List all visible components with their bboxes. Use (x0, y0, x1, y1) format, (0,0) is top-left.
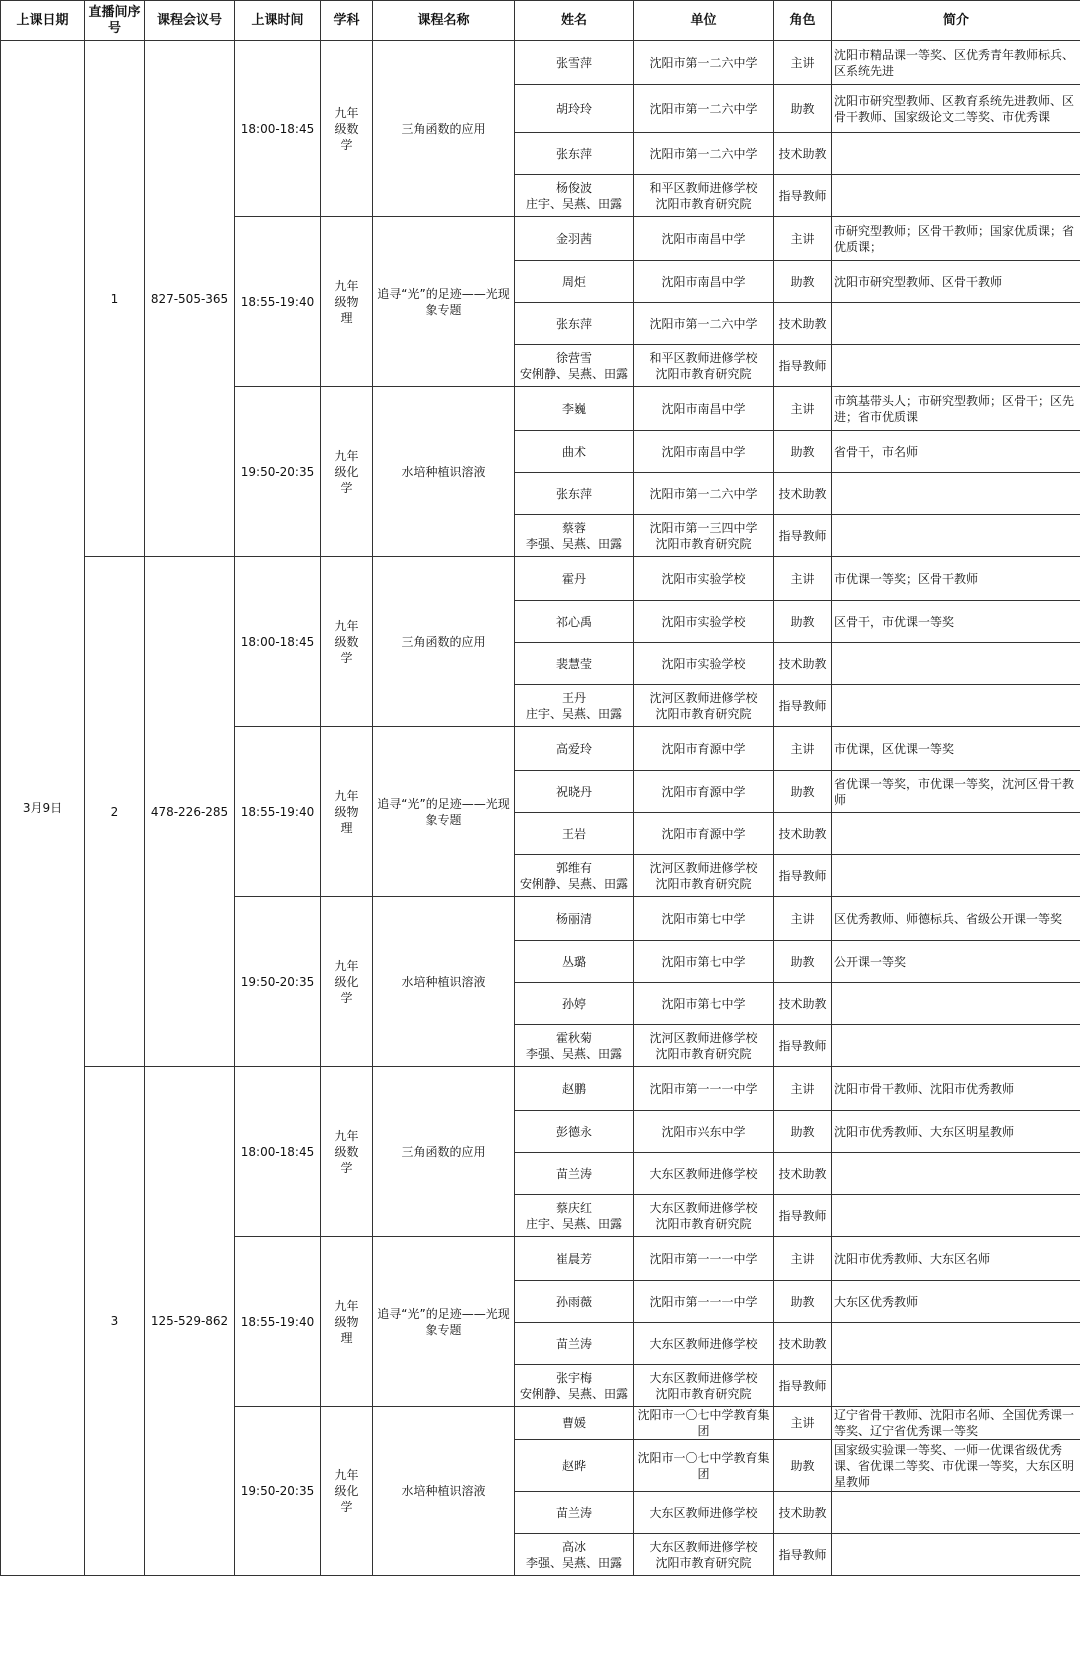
staff-name-cell: 霍丹 (515, 557, 634, 601)
header-room-no: 直播间序号 (85, 1, 145, 41)
unit-cell-line2: 沈阳市教育研究院 (655, 706, 752, 721)
intro-cell (832, 1153, 1080, 1195)
time-cell: 18:00-18:45 (235, 41, 321, 217)
staff-name-cell: 张东萍 (515, 473, 634, 515)
meeting-id-cell: 125-529-862 (145, 1067, 235, 1576)
intro-cell: 市研究型教师；区骨干教师；国家优质课；省优质课； (832, 217, 1080, 261)
staff-name-cell: 张雪萍 (515, 41, 634, 85)
unit-cell (634, 515, 774, 557)
unit-cell: 沈阳市实验学校 (634, 643, 774, 685)
date-cell: 3月9日 (1, 41, 85, 1576)
subject-cell: 九年级物理 (321, 217, 373, 387)
subject-cell: 九年级数学 (321, 1067, 373, 1237)
table-row (1, 41, 1080, 85)
course-name-cell: 水培种植识溶液 (373, 387, 515, 557)
role-cell: 技术助教 (774, 473, 832, 515)
role-cell: 指导教师 (774, 855, 832, 897)
unit-cell: 沈阳市第七中学 (634, 983, 774, 1025)
staff-name-cell: 苗兰涛 (515, 1323, 634, 1365)
unit-cell: 沈阳市第一一一中学 (634, 1237, 774, 1281)
staff-name-cell-line2: 庄宇、吴燕、田露 (525, 706, 622, 721)
time-cell: 18:55-19:40 (235, 1237, 321, 1407)
staff-name-cell: 胡玲玲 (515, 85, 634, 133)
unit-cell-line2: 沈阳市教育研究院 (655, 366, 752, 381)
role-cell: 主讲 (774, 217, 832, 261)
subject-cell: 九年级化学 (321, 897, 373, 1067)
unit-cell: 沈阳市南昌中学 (634, 431, 774, 473)
staff-name-cell: 崔晨芳 (515, 1237, 634, 1281)
unit-cell-line1: 沈河区教师进修学校 (649, 860, 758, 875)
staff-name-cell (515, 345, 634, 387)
staff-name-cell-line2: 安俐静、吴燕、田露 (519, 1386, 628, 1401)
staff-name-cell: 苗兰涛 (515, 1492, 634, 1534)
header-intro: 简介 (832, 1, 1080, 41)
table-row (1, 557, 1080, 601)
intro-cell (832, 643, 1080, 685)
header-name: 姓名 (515, 1, 634, 41)
unit-cell: 沈阳市实验学校 (634, 601, 774, 643)
staff-name-cell: 杨丽清 (515, 897, 634, 941)
subject-cell: 九年级化学 (321, 1407, 373, 1576)
unit-cell: 沈阳市一〇七中学教育集团 (634, 1440, 774, 1492)
intro-cell (832, 685, 1080, 727)
course-name-cell: 追寻“光”的足迹——光现象专题 (373, 1237, 515, 1407)
subject-cell: 九年级数学 (321, 41, 373, 217)
role-cell: 主讲 (774, 727, 832, 771)
role-cell: 指导教师 (774, 1025, 832, 1067)
staff-name-cell: 赵鹏 (515, 1067, 634, 1111)
intro-cell: 省优课一等奖，市优课一等奖，沈河区骨干教师 (832, 771, 1080, 813)
staff-name-cell-line2: 李强、吴燕、田露 (525, 1046, 622, 1061)
staff-name-cell: 祝晓丹 (515, 771, 634, 813)
unit-cell-line1: 大东区教师进修学校 (649, 1370, 758, 1385)
staff-name-cell (515, 175, 634, 217)
staff-name-cell: 丛璐 (515, 941, 634, 983)
staff-name-cell-line1: 蔡庆红 (555, 1200, 592, 1215)
unit-cell: 沈阳市南昌中学 (634, 217, 774, 261)
staff-name-cell-line1: 徐营雪 (555, 350, 592, 365)
role-cell: 主讲 (774, 1237, 832, 1281)
staff-name-cell (515, 685, 634, 727)
role-cell: 指导教师 (774, 515, 832, 557)
schedule-body (1, 41, 1080, 1576)
unit-cell (634, 1534, 774, 1576)
header-course-name: 课程名称 (373, 1, 515, 41)
staff-name-cell-line2: 庄宇、吴燕、田露 (525, 1216, 622, 1231)
unit-cell: 沈阳市第一二六中学 (634, 85, 774, 133)
header-row (1, 1, 1080, 41)
role-cell: 助教 (774, 85, 832, 133)
role-cell: 技术助教 (774, 813, 832, 855)
intro-cell (832, 1492, 1080, 1534)
staff-name-cell: 高爱玲 (515, 727, 634, 771)
staff-name-cell (515, 1534, 634, 1576)
table-row (1, 1067, 1080, 1111)
intro-cell: 大东区优秀教师 (832, 1281, 1080, 1323)
time-cell: 18:55-19:40 (235, 217, 321, 387)
unit-cell (634, 1195, 774, 1237)
intro-cell (832, 133, 1080, 175)
subject-cell: 九年级物理 (321, 1237, 373, 1407)
time-cell: 18:00-18:45 (235, 557, 321, 727)
unit-cell: 沈阳市第一二六中学 (634, 303, 774, 345)
intro-cell (832, 1323, 1080, 1365)
unit-cell-line2: 沈阳市教育研究院 (655, 1046, 752, 1061)
role-cell: 技术助教 (774, 133, 832, 175)
staff-name-cell-line2: 李强、吴燕、田露 (525, 536, 622, 551)
intro-cell (832, 813, 1080, 855)
intro-cell: 国家级实验课一等奖、一师一优课省级优秀课、省优课二等奖、市优课一等奖，大东区明星教师 (832, 1440, 1080, 1492)
intro-cell (832, 1195, 1080, 1237)
unit-cell: 沈阳市南昌中学 (634, 387, 774, 431)
unit-cell: 沈阳市第一二六中学 (634, 41, 774, 85)
unit-cell-line1: 沈河区教师进修学校 (649, 1030, 758, 1045)
role-cell: 技术助教 (774, 1153, 832, 1195)
unit-cell-line2: 沈阳市教育研究院 (655, 876, 752, 891)
header-role: 角色 (774, 1, 832, 41)
staff-name-cell: 苗兰涛 (515, 1153, 634, 1195)
role-cell: 主讲 (774, 387, 832, 431)
staff-name-cell-line1: 杨俊波 (555, 180, 592, 195)
unit-cell (634, 175, 774, 217)
unit-cell: 大东区教师进修学校 (634, 1153, 774, 1195)
header-time: 上课时间 (235, 1, 321, 41)
staff-name-cell (515, 855, 634, 897)
role-cell: 指导教师 (774, 175, 832, 217)
staff-name-cell: 曹媛 (515, 1407, 634, 1440)
staff-name-cell: 彭德永 (515, 1111, 634, 1153)
role-cell: 技术助教 (774, 983, 832, 1025)
unit-cell: 沈阳市第一一一中学 (634, 1067, 774, 1111)
unit-cell-line1: 和平区教师进修学校 (649, 180, 758, 195)
role-cell: 指导教师 (774, 1365, 832, 1407)
intro-cell: 沈阳市优秀教师、大东区名师 (832, 1237, 1080, 1281)
header-date: 上课日期 (1, 1, 85, 41)
unit-cell: 沈阳市育源中学 (634, 727, 774, 771)
unit-cell-line1: 沈阳市第一三四中学 (649, 520, 758, 535)
subject-cell: 九年级物理 (321, 727, 373, 897)
unit-cell: 沈阳市南昌中学 (634, 261, 774, 303)
time-cell: 18:55-19:40 (235, 727, 321, 897)
role-cell: 技术助教 (774, 1323, 832, 1365)
intro-cell (832, 1025, 1080, 1067)
time-cell: 19:50-20:35 (235, 387, 321, 557)
staff-name-cell-line2: 安俐静、吴燕、田露 (519, 366, 628, 381)
role-cell: 指导教师 (774, 685, 832, 727)
staff-name-cell: 孙婷 (515, 983, 634, 1025)
staff-name-cell (515, 1025, 634, 1067)
unit-cell: 沈阳市育源中学 (634, 771, 774, 813)
unit-cell: 沈阳市第七中学 (634, 897, 774, 941)
course-name-cell: 三角函数的应用 (373, 41, 515, 217)
course-name-cell: 追寻“光”的足迹——光现象专题 (373, 727, 515, 897)
role-cell: 技术助教 (774, 303, 832, 345)
staff-name-cell-line1: 霍秋菊 (555, 1030, 592, 1045)
staff-name-cell: 祁心禹 (515, 601, 634, 643)
staff-name-cell-line2: 安俐静、吴燕、田露 (519, 876, 628, 891)
staff-name-cell: 金羽茜 (515, 217, 634, 261)
intro-cell: 沈阳市优秀教师、大东区明星教师 (832, 1111, 1080, 1153)
role-cell: 助教 (774, 771, 832, 813)
course-name-cell: 追寻“光”的足迹——光现象专题 (373, 217, 515, 387)
role-cell: 指导教师 (774, 345, 832, 387)
unit-cell-line1: 和平区教师进修学校 (649, 350, 758, 365)
intro-cell (832, 855, 1080, 897)
staff-name-cell-line2: 李强、吴燕、田露 (525, 1555, 622, 1570)
role-cell: 指导教师 (774, 1195, 832, 1237)
header-unit: 单位 (634, 1, 774, 41)
intro-cell (832, 983, 1080, 1025)
unit-cell: 沈阳市实验学校 (634, 557, 774, 601)
role-cell: 助教 (774, 431, 832, 473)
unit-cell: 大东区教师进修学校 (634, 1492, 774, 1534)
unit-cell-line1: 沈河区教师进修学校 (649, 690, 758, 705)
intro-cell: 省骨干，市名师 (832, 431, 1080, 473)
role-cell: 主讲 (774, 897, 832, 941)
intro-cell: 市优课一等奖；区骨干教师 (832, 557, 1080, 601)
course-name-cell: 三角函数的应用 (373, 557, 515, 727)
unit-cell: 沈阳市育源中学 (634, 813, 774, 855)
unit-cell-line2: 沈阳市教育研究院 (655, 1216, 752, 1231)
meeting-id-cell: 827-505-365 (145, 41, 235, 557)
staff-name-cell-line1: 高冰 (561, 1539, 586, 1554)
role-cell: 助教 (774, 1281, 832, 1323)
unit-cell-line2: 沈阳市教育研究院 (655, 196, 752, 211)
intro-cell (832, 175, 1080, 217)
staff-name-cell: 曲术 (515, 431, 634, 473)
unit-cell: 沈阳市第一二六中学 (634, 133, 774, 175)
role-cell: 助教 (774, 941, 832, 983)
intro-cell: 沈阳市研究型教师、区骨干教师 (832, 261, 1080, 303)
header-meeting-id: 课程会议号 (145, 1, 235, 41)
time-cell: 19:50-20:35 (235, 1407, 321, 1576)
room-no-cell: 1 (85, 41, 145, 557)
unit-cell: 大东区教师进修学校 (634, 1323, 774, 1365)
intro-cell: 沈阳市精品课一等奖、区优秀青年教师标兵、区系统先进 (832, 41, 1080, 85)
intro-cell: 区骨干，市优课一等奖 (832, 601, 1080, 643)
staff-name-cell: 周炬 (515, 261, 634, 303)
unit-cell: 沈阳市一〇七中学教育集团 (634, 1407, 774, 1440)
role-cell: 技术助教 (774, 643, 832, 685)
role-cell: 主讲 (774, 1067, 832, 1111)
intro-cell: 沈阳市研究型教师、区教育系统先进教师、区骨干教师、国家级论文二等奖、市优秀课 (832, 85, 1080, 133)
staff-name-cell: 王岩 (515, 813, 634, 855)
room-no-cell: 3 (85, 1067, 145, 1576)
intro-cell (832, 1365, 1080, 1407)
unit-cell-line1: 大东区教师进修学校 (649, 1539, 758, 1554)
role-cell: 技术助教 (774, 1492, 832, 1534)
unit-cell-line2: 沈阳市教育研究院 (655, 1555, 752, 1570)
staff-name-cell (515, 1195, 634, 1237)
time-cell: 18:00-18:45 (235, 1067, 321, 1237)
intro-cell: 区优秀教师、师德标兵、省级公开课一等奖 (832, 897, 1080, 941)
time-cell: 19:50-20:35 (235, 897, 321, 1067)
intro-cell: 沈阳市骨干教师、沈阳市优秀教师 (832, 1067, 1080, 1111)
role-cell: 助教 (774, 1111, 832, 1153)
intro-cell: 市筑基带头人；市研究型教师；区骨干；区先进；省市优质课 (832, 387, 1080, 431)
role-cell: 主讲 (774, 1407, 832, 1440)
staff-name-cell: 赵晔 (515, 1440, 634, 1492)
unit-cell-line1: 大东区教师进修学校 (649, 1200, 758, 1215)
course-name-cell: 三角函数的应用 (373, 1067, 515, 1237)
intro-cell: 市优课，区优课一等奖 (832, 727, 1080, 771)
course-name-cell: 水培种植识溶液 (373, 897, 515, 1067)
intro-cell: 公开课一等奖 (832, 941, 1080, 983)
course-name-cell: 水培种植识溶液 (373, 1407, 515, 1576)
unit-cell (634, 855, 774, 897)
header-subject: 学科 (321, 1, 373, 41)
role-cell: 指导教师 (774, 1534, 832, 1576)
staff-name-cell: 孙雨薇 (515, 1281, 634, 1323)
staff-name-cell: 李巍 (515, 387, 634, 431)
unit-cell (634, 1365, 774, 1407)
role-cell: 主讲 (774, 41, 832, 85)
unit-cell: 沈阳市第一二六中学 (634, 473, 774, 515)
unit-cell (634, 345, 774, 387)
unit-cell: 沈阳市兴东中学 (634, 1111, 774, 1153)
unit-cell (634, 685, 774, 727)
role-cell: 助教 (774, 601, 832, 643)
staff-name-cell-line1: 蔡蓉 (561, 520, 586, 535)
subject-cell: 九年级数学 (321, 557, 373, 727)
intro-cell (832, 345, 1080, 387)
intro-cell (832, 303, 1080, 345)
role-cell: 助教 (774, 1440, 832, 1492)
role-cell: 助教 (774, 261, 832, 303)
staff-name-cell: 张东萍 (515, 133, 634, 175)
room-no-cell: 2 (85, 557, 145, 1067)
staff-name-cell: 裴慧莹 (515, 643, 634, 685)
intro-cell (832, 1534, 1080, 1576)
subject-cell: 九年级化学 (321, 387, 373, 557)
staff-name-cell-line1: 张宇梅 (555, 1370, 592, 1385)
role-cell: 主讲 (774, 557, 832, 601)
staff-name-cell-line1: 郭维有 (555, 860, 592, 875)
staff-name-cell (515, 515, 634, 557)
staff-name-cell (515, 1365, 634, 1407)
intro-cell (832, 515, 1080, 557)
meeting-id-cell: 478-226-285 (145, 557, 235, 1067)
intro-cell (832, 473, 1080, 515)
staff-name-cell-line1: 王丹 (561, 690, 586, 705)
unit-cell (634, 1025, 774, 1067)
unit-cell-line2: 沈阳市教育研究院 (655, 536, 752, 551)
unit-cell-line2: 沈阳市教育研究院 (655, 1386, 752, 1401)
staff-name-cell: 张东萍 (515, 303, 634, 345)
unit-cell: 沈阳市第一一一中学 (634, 1281, 774, 1323)
unit-cell: 沈阳市第七中学 (634, 941, 774, 983)
staff-name-cell-line2: 庄宇、吴燕、田露 (525, 196, 622, 211)
intro-cell: 辽宁省骨干教师、沈阳市名师、全国优秀课一等奖、辽宁省优秀课一等奖 (832, 1407, 1080, 1440)
